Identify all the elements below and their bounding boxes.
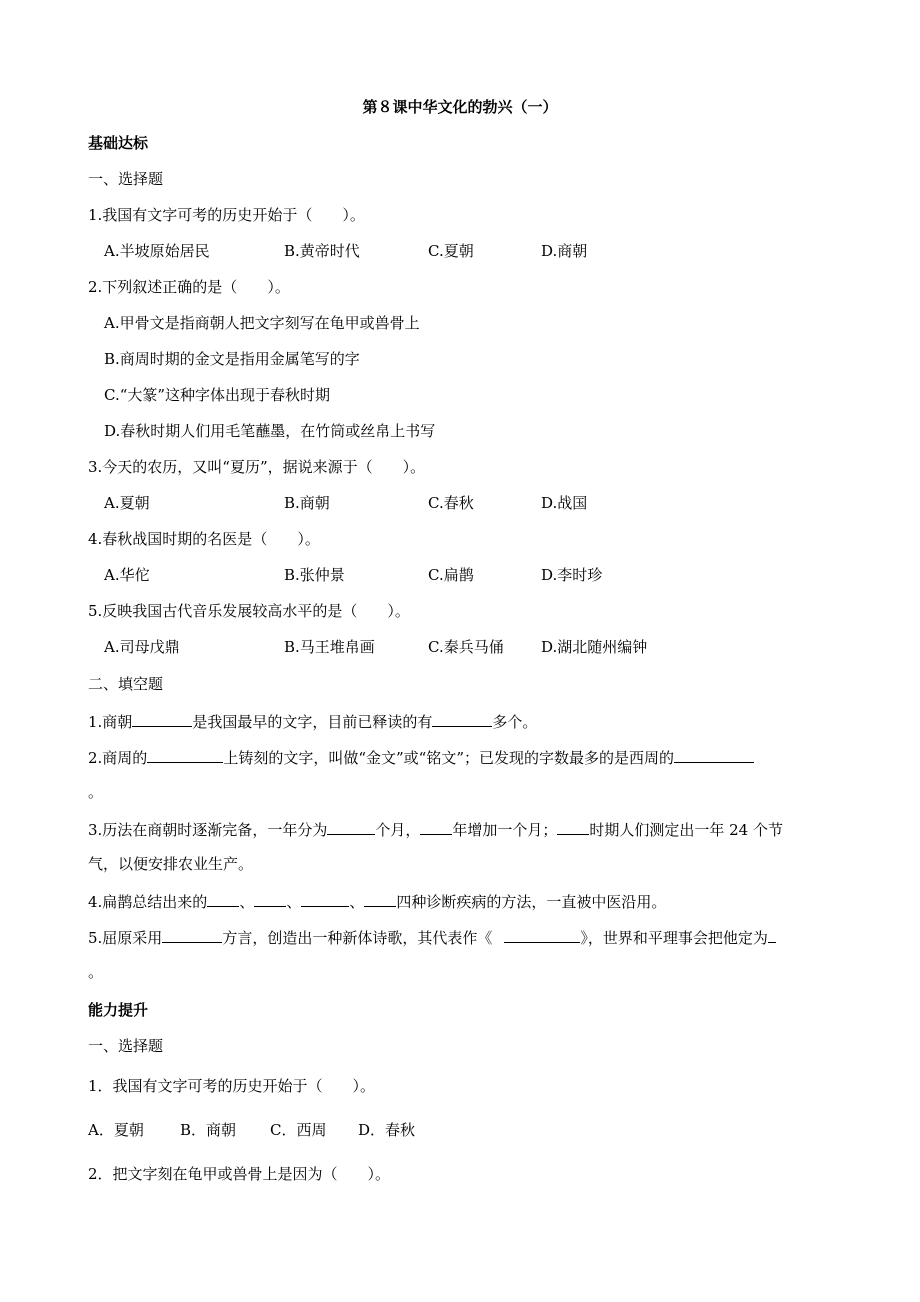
option-c: C．西周 <box>270 1121 327 1139</box>
section-heading-advanced: 能力提升 <box>88 1001 149 1019</box>
answer-blank <box>301 890 349 907</box>
option-a: A.半坡原始居民 <box>104 242 210 260</box>
question-stem: 4.春秋战国时期的名医是（ ）。 <box>88 530 320 548</box>
answer-blank <box>504 926 580 943</box>
option-d: D．春秋 <box>358 1121 416 1139</box>
answer-blank <box>432 710 492 727</box>
answer-blank <box>254 890 286 907</box>
option-b: B．商朝 <box>180 1121 237 1139</box>
fill-text: 3.历法在商朝时逐渐完备，一年分为 <box>88 821 328 839</box>
fill-text: 5.屈原采用 <box>88 929 163 947</box>
question-stem: 1．我国有文字可考的历史开始于（ ）。 <box>88 1077 376 1095</box>
fill-text: 多个。 <box>492 713 538 731</box>
option-a: A.夏朝 <box>104 494 150 512</box>
question-stem: 1.我国有文字可考的历史开始于（ ）。 <box>88 206 365 224</box>
option-d: D.春秋时期人们用毛笔蘸墨，在竹筒或丝帛上书写 <box>104 422 436 440</box>
option-a: A.甲骨文是指商朝人把文字刻写在龟甲或兽骨上 <box>104 314 420 332</box>
section-heading-basic: 基础达标 <box>88 134 149 152</box>
question-stem: 2．把文字刻在龟甲或兽骨上是因为（ ）。 <box>88 1165 391 1183</box>
fill-text: 方言，创造出一种新体诗歌，其代表作《 <box>222 929 493 947</box>
fill-question <box>88 926 776 948</box>
fill-text: 。 <box>88 783 104 801</box>
fill-text: 上铸刻的文字，叫做“金文”或“铭文”；已发现的字数最多的是西周的 <box>223 749 674 767</box>
option-a: A.司母戊鼎 <box>104 638 180 656</box>
fill-text: 时期人们测定出一年 24 个节 <box>589 821 783 839</box>
answer-blank <box>768 926 776 943</box>
fill-question <box>88 818 783 840</box>
fill-text: 2.商周的 <box>88 749 148 767</box>
option-c: C.“大篆”这种字体出现于春秋时期 <box>104 386 331 404</box>
question-stem: 2.下列叙述正确的是（ ）。 <box>88 278 290 296</box>
option-d: D.商朝 <box>541 242 588 260</box>
answer-blank <box>162 926 222 943</box>
fill-question <box>88 710 537 732</box>
part-heading-fill: 二、填空题 <box>88 675 164 693</box>
answer-blank <box>207 890 239 907</box>
question-stem: 3.今天的农历，又叫“夏历”，据说来源于（ ）。 <box>88 458 426 476</box>
option-a: A.华佗 <box>104 566 150 584</box>
option-c: C.夏朝 <box>428 242 474 260</box>
option-d: D.李时珍 <box>541 566 603 584</box>
answer-blank <box>327 818 375 835</box>
option-b: B.商朝 <box>284 494 330 512</box>
fill-text: 四种诊断疾病的方法，一直被中医沿用。 <box>396 893 667 911</box>
part-heading-choice: 一、选择题 <box>88 1037 164 1055</box>
fill-text: 个月， <box>375 821 421 839</box>
answer-blank <box>420 818 452 835</box>
answer-blank <box>364 890 396 907</box>
option-b: B.商周时期的金文是指用金属笔写的字 <box>104 350 360 368</box>
option-a: A．夏朝 <box>88 1121 144 1139</box>
option-c: C.春秋 <box>428 494 474 512</box>
option-b: B.黄帝时代 <box>284 242 360 260</box>
answer-blank <box>674 746 754 763</box>
fill-question <box>88 746 754 768</box>
answer-blank <box>147 746 223 763</box>
fill-text: 年增加一个月； <box>452 821 558 839</box>
separator: 、 <box>349 893 365 911</box>
fill-text: 。 <box>88 963 104 981</box>
option-c: C.扁鹊 <box>428 566 474 584</box>
fill-text: 1.商朝 <box>88 713 133 731</box>
option-d: D.战国 <box>541 494 588 512</box>
option-b: B.马王堆帛画 <box>284 638 375 656</box>
fill-text: 是我国最早的文字，目前已释读的有 <box>192 713 433 731</box>
part-heading-choice: 一、选择题 <box>88 170 164 188</box>
fill-question <box>88 890 666 912</box>
answer-blank <box>132 710 192 727</box>
fill-text: 》，世界和平理事会把他定为 <box>580 929 768 947</box>
option-b: B.张仲景 <box>284 566 345 584</box>
fill-text: 气，以便安排农业生产。 <box>88 855 254 873</box>
option-c: C.秦兵马俑 <box>428 638 504 656</box>
separator: 、 <box>239 893 255 911</box>
question-stem: 5.反映我国古代音乐发展较高水平的是（ ）。 <box>88 602 410 620</box>
page-title: 第８课中华文化的勃兴（一） <box>362 98 558 116</box>
option-d: D.湖北随州编钟 <box>541 638 648 656</box>
answer-blank <box>557 818 589 835</box>
separator: 、 <box>286 893 302 911</box>
fill-text: 4.扁鹊总结出来的 <box>88 893 208 911</box>
